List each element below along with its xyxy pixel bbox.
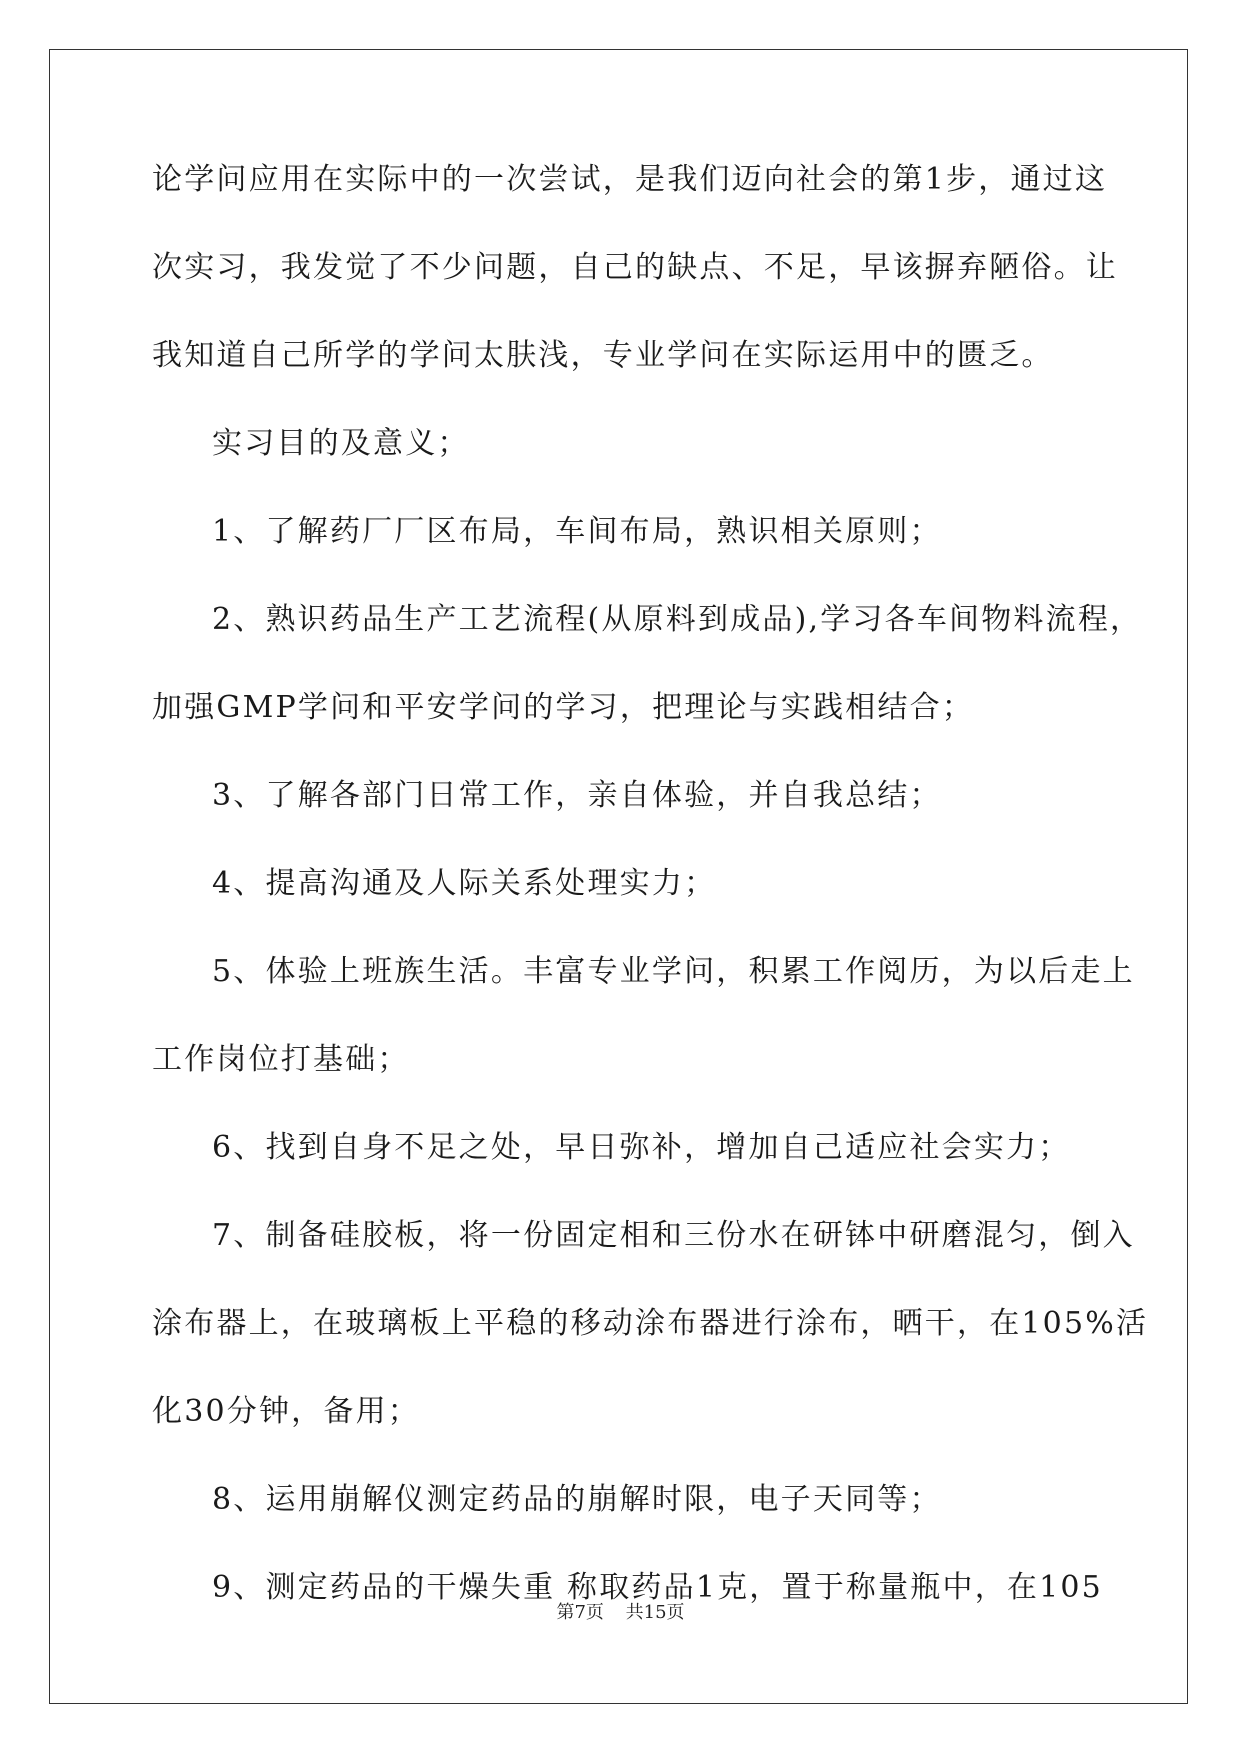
text-line: 论学问应用在实际中的一次尝试，是我们迈向社会的第1步，通过这	[152, 162, 1108, 197]
page-total: 共15页	[625, 1602, 685, 1623]
text-line: 工作岗位打基础；	[152, 1042, 410, 1077]
list-item: 1、了解药厂厂区布局，车间布局，熟识相关原则；	[212, 514, 942, 549]
text-line: 次实习，我发觉了不少问题，自己的缺点、不足，早该摒弃陋俗。让	[152, 250, 1118, 285]
list-item: 6、找到自身不足之处，早日弥补，增加自己适应社会实力；	[212, 1130, 1071, 1165]
list-item: 3、了解各部门日常工作，亲自体验，并自我总结；	[212, 778, 942, 813]
list-item: 4、提高沟通及人际关系处理实力；	[212, 866, 717, 901]
list-item: 5、体验上班族生活。丰富专业学问，积累工作阅历，为以后走上	[212, 954, 1135, 989]
text-line: 涂布器上，在玻璃板上平稳的移动涂布器进行涂布，晒干，在105%活	[152, 1306, 1149, 1341]
list-item: 9、测定药品的干燥失重 称取药品1克，置于称量瓶中，在105	[212, 1570, 1103, 1605]
text-line: 化30分钟，备用；	[152, 1394, 420, 1429]
page-number: 第7页	[556, 1602, 604, 1623]
page-footer	[0, 1598, 1241, 1624]
list-item: 8、运用崩解仪测定药品的崩解时限，电子天同等；	[212, 1482, 942, 1517]
text-line: 我知道自己所学的学问太肤浅，专业学问在实际运用中的匮乏。	[152, 338, 1054, 373]
text-line: 加强GMP学问和平安学问的学习，把理论与实践相结合；	[152, 690, 975, 725]
list-item: 7、制备硅胶板，将一份固定相和三份水在研钵中研磨混匀，倒入	[212, 1218, 1135, 1253]
list-item: 2、熟识药品生产工艺流程(从原料到成品),学习各车间物料流程，	[212, 602, 1143, 637]
document-body	[152, 150, 1149, 1646]
section-heading: 实习目的及意义；	[212, 426, 470, 461]
